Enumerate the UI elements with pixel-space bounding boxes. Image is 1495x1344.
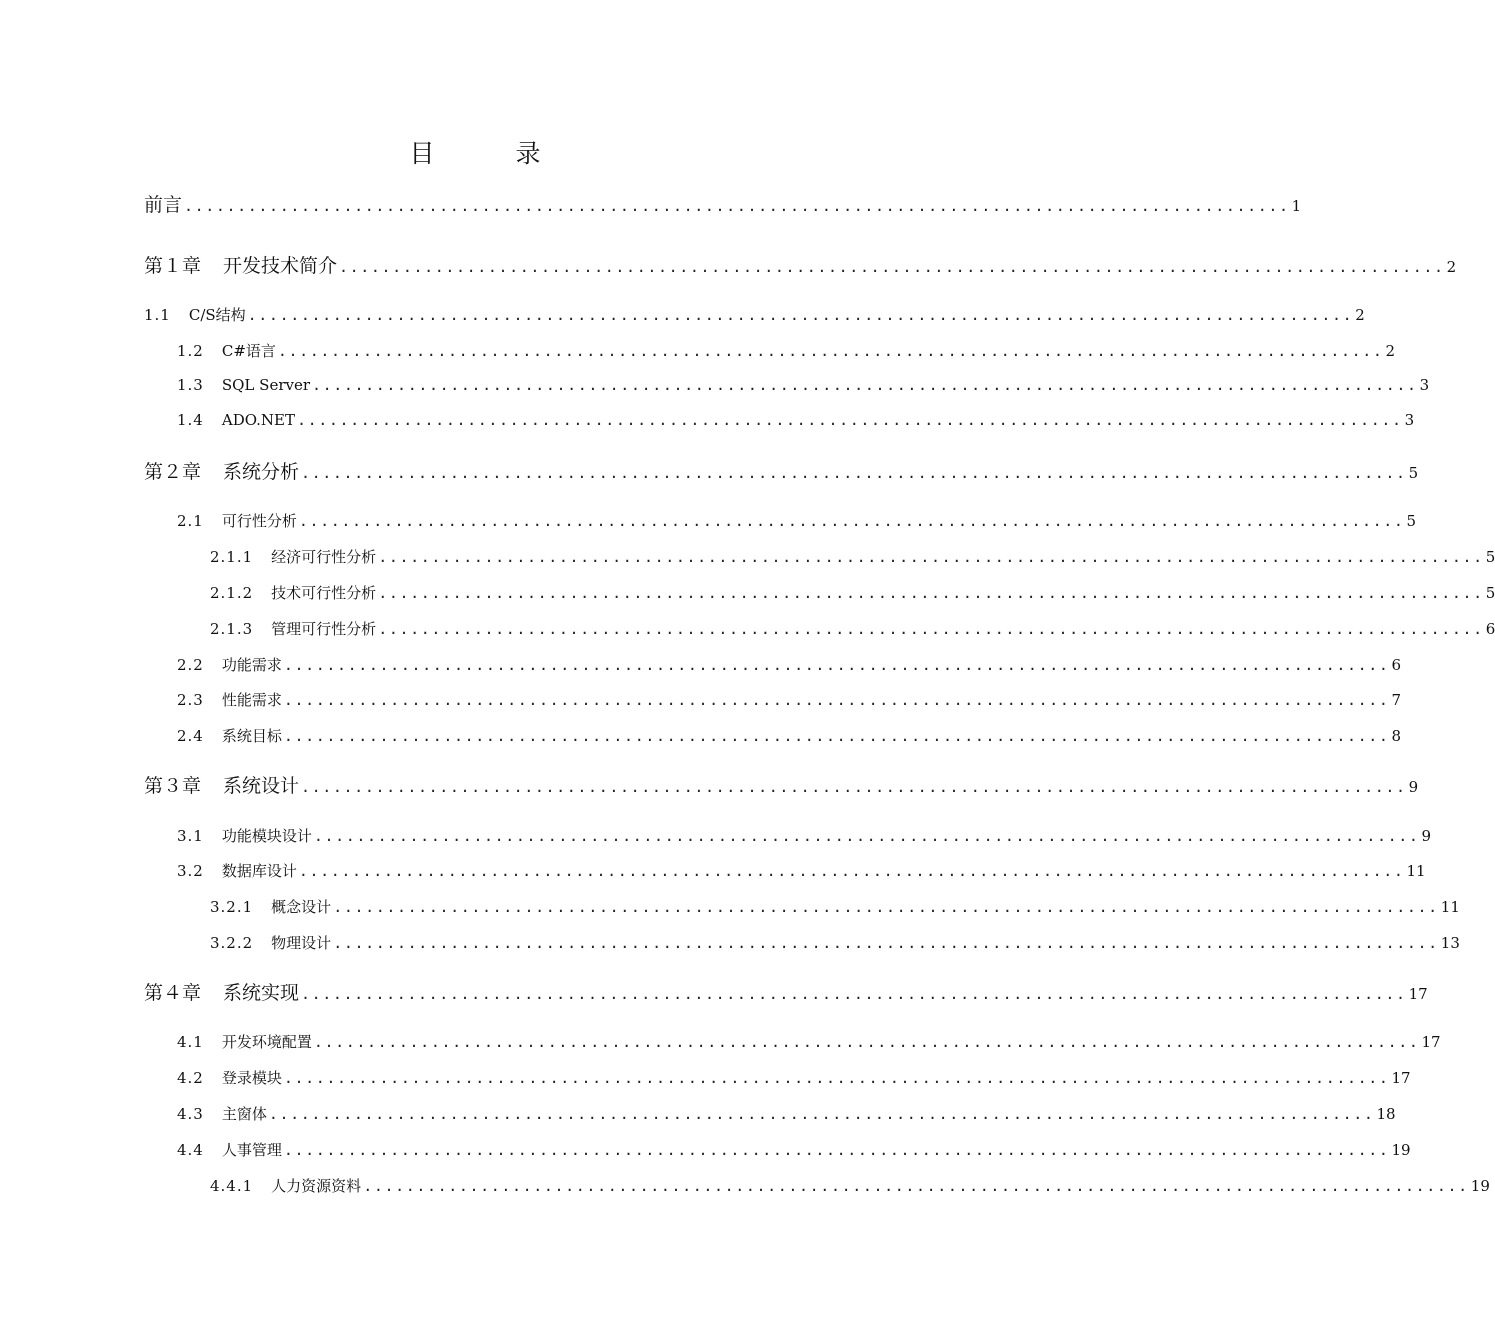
entry-number: 3.2.2 [210,934,254,952]
entry-page: 9 [1421,827,1432,845]
toc-title: 目 录 [409,139,569,168]
entry-number: 2.1.2 [210,584,254,602]
entry-number: 2.2 [177,656,204,674]
entry-title: 概念设计 [271,898,332,916]
toc-entry-1-2[interactable] [177,340,1396,361]
dot-leader: ........................................................................................................ [378,548,1484,566]
entry-page: 9 [1408,778,1419,796]
entry-number: 1.2 [177,342,204,360]
entry-page: 3 [1404,411,1415,429]
toc-entry-4-1[interactable] [177,1031,1441,1052]
dot-leader: ........................................................................................................ [313,1033,1420,1051]
entry-number: 1.1 [144,306,171,324]
toc-entry-chapter-4[interactable] [144,978,1428,1005]
dot-leader: ........................................................................................................ [301,778,1407,796]
entry-title: 前言 [144,194,183,216]
dot-leader: ........................................................................................................ [298,862,1405,880]
entry-page: 5 [1406,512,1417,530]
toc-entry-2-1-2[interactable] [210,582,1495,603]
entry-number: 1.4 [177,411,204,429]
dot-leader: ........................................................................................................ [298,512,1405,530]
dot-leader: ........................................................................................................ [333,934,1439,952]
dot-leader: ........................................................................................................ [296,411,1403,429]
toc-entry-4-3[interactable] [177,1103,1396,1124]
entry-page: 17 [1408,985,1428,1003]
entry-number: 第２章 [144,461,202,483]
entry-title: C#语言 [221,342,276,360]
entry-title: 系统设计 [223,775,300,797]
entry-title: 数据库设计 [221,862,297,880]
toc-entry-4-4[interactable] [177,1139,1411,1160]
entry-page: 2 [1385,342,1396,360]
toc-entry-2-4[interactable] [177,725,1402,746]
entry-title: 主窗体 [221,1105,267,1123]
toc-entry-1-4[interactable] [177,411,1415,429]
entry-number: 2.3 [177,691,204,709]
entry-title: 管理可行性分析 [271,620,377,638]
toc-entry-2-3[interactable] [177,689,1402,710]
toc-entry-2-1-3[interactable] [210,618,1495,639]
dot-leader: ........................................................................................................ [283,1069,1390,1087]
dot-leader: ........................................................................................................ [312,376,1418,394]
dot-leader: ........................................................................................................ [363,1177,1469,1195]
toc-entry-2-1[interactable] [177,510,1417,531]
entry-number: 4.4 [177,1141,204,1159]
entry-page: 17 [1391,1069,1411,1087]
entry-number: 4.1 [177,1033,204,1051]
entry-page: 11 [1440,898,1460,916]
dot-leader: ........................................................................................................ [268,1105,1375,1123]
dot-leader: ........................................................................................................ [301,464,1407,482]
entry-page: 3 [1419,376,1430,394]
entry-page: 5 [1485,548,1495,566]
entry-title: 人力资源资料 [271,1177,362,1195]
dot-leader: ........................................................................................................ [283,727,1390,745]
entry-title: 功能模块设计 [221,827,312,845]
entry-page: 6 [1391,656,1402,674]
entry-title: 人事管理 [221,1141,282,1159]
entry-page: 19 [1470,1177,1490,1195]
dot-leader: ........................................................................................................ [283,1141,1390,1159]
entry-title: C/S结构 [188,306,246,324]
entry-title: SQL Server [221,376,311,394]
entry-title: 性能需求 [221,691,282,709]
entry-page: 17 [1421,1033,1441,1051]
entry-number: 2.1 [177,512,204,530]
entry-title: 功能需求 [221,656,282,674]
toc-entry-preface[interactable] [144,190,1302,217]
entry-title: 开发环境配置 [221,1033,312,1051]
entry-page: 2 [1355,306,1365,324]
entry-number: 3.2 [177,862,204,880]
toc-entry-3-1[interactable] [177,825,1432,846]
entry-title: 系统实现 [223,982,300,1004]
entry-title: 经济可行性分析 [271,548,377,566]
toc-entry-2-1-1[interactable] [210,546,1495,567]
entry-title: 可行性分析 [221,512,297,530]
toc-entry-1-3[interactable] [177,376,1430,394]
entry-page: 7 [1391,691,1402,709]
dot-leader: ........................................................................................................ [283,691,1390,709]
entry-number: 4.4.1 [210,1177,254,1195]
entry-number: 1.3 [177,376,204,394]
entry-page: 13 [1440,934,1460,952]
dot-leader: ........................................................................................................ [378,584,1484,602]
entry-page: 5 [1485,584,1495,602]
toc-entry-1-1[interactable] [144,304,1365,325]
entry-page: 5 [1408,464,1419,482]
entry-number: 2.1.3 [210,620,254,638]
entry-title: 物理设计 [271,934,332,952]
dot-leader: ........................................................................................................ [277,342,1384,360]
entry-page: 19 [1391,1141,1411,1159]
entry-page: 8 [1391,727,1402,745]
entry-title: 系统目标 [221,727,282,745]
dot-leader: ........................................................................................................ [283,656,1390,674]
toc-entry-3-2[interactable] [177,860,1426,881]
toc-entry-3-2-1[interactable] [210,896,1460,917]
toc-entry-2-2[interactable] [177,654,1402,675]
entry-page: 1 [1291,197,1302,215]
entry-number: 3.1 [177,827,204,845]
entry-title: ADO.NET [221,411,295,429]
entry-number: 第４章 [144,982,202,1004]
entry-number: 2.1.1 [210,548,254,566]
entry-number: 2.4 [177,727,204,745]
toc-entry-chapter-1[interactable] [144,251,1457,278]
entry-number: 4.2 [177,1069,204,1087]
toc-entry-chapter-3[interactable] [144,771,1419,798]
entry-number: 第３章 [144,775,202,797]
toc-entry-3-2-2[interactable] [210,932,1460,953]
entry-number: 3.2.1 [210,898,254,916]
dot-leader: ........................................................................................................ [339,258,1445,276]
toc-entry-4-4-1[interactable] [210,1175,1490,1196]
dot-leader: ........................................................................................................ [378,620,1484,638]
dot-leader: ........................................................................................................ [333,898,1439,916]
toc-entry-4-2[interactable] [177,1067,1411,1088]
entry-title: 技术可行性分析 [271,584,377,602]
toc-entry-chapter-2[interactable] [144,457,1419,484]
entry-number: 4.3 [177,1105,204,1123]
entry-number: 第１章 [144,255,202,277]
dot-leader: ........................................................................................................ [247,306,1354,324]
entry-page: 6 [1485,620,1495,638]
dot-leader: ........................................................................................................ [301,985,1407,1003]
entry-page: 18 [1376,1105,1396,1123]
entry-page: 11 [1406,862,1426,880]
entry-title: 系统分析 [223,461,300,483]
dot-leader: ........................................................................................................ [313,827,1420,845]
dot-leader: ........................................................................................................ [184,197,1290,215]
entry-title: 开发技术简介 [223,255,338,277]
entry-page: 2 [1446,258,1457,276]
entry-title: 登录模块 [221,1069,282,1087]
